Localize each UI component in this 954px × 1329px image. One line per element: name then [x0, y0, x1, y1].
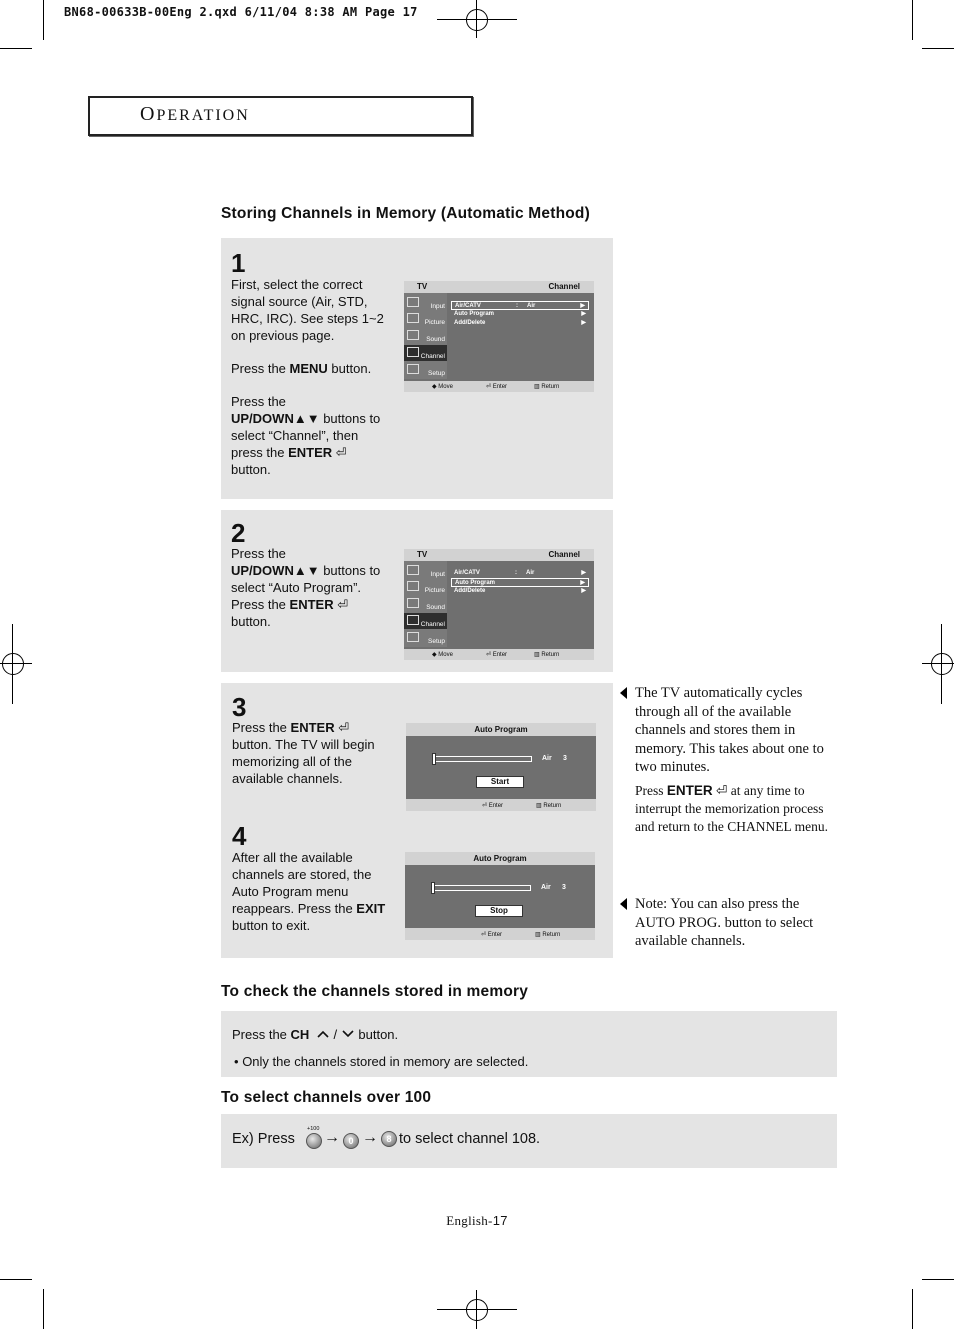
select-heading: To select channels over 100: [221, 1089, 432, 1106]
note-auto-cycle: The TV automatically cycles through all of the available channels and stores them in memory. This takes about one to two minutes. Press ENTER ⏎ at any time to interrupt the memorization process and return to the CHANNEL menu.: [635, 685, 828, 834]
crop-mark: [922, 1279, 954, 1280]
crop-mark: [43, 1289, 44, 1329]
step-1-text: First, select the correct signal source (Air, STD, HRC, IRC). See steps 1~2 on previous page. Press the MENU button. Press the UP/DOWN▲▼ buttons to select “Channel”, then press the ENTER ⏎ button.: [231, 277, 384, 477]
enter-icon: ⏎: [334, 720, 350, 735]
channel-icon: [407, 347, 419, 357]
file-slug: BN68-00633B-00Eng 2.qxd 6/11/04 8:38 AM Page 17: [64, 5, 418, 19]
step-4-number: 4: [232, 821, 247, 851]
picture-icon: [407, 313, 419, 323]
main-heading: Storing Channels in Memory (Automatic Method): [221, 205, 590, 222]
osd-channel-menu: TV Channel Input Picture Sound Channel Setup Air/CATV : Air ▶ Auto Program ▶ Add/Delete ▶ ◆ Move ⏎ Enter ▥ Return: [404, 281, 594, 392]
registration-mark: [931, 653, 953, 675]
check-line-1: Press the CH / button.: [232, 1027, 399, 1042]
crop-mark: [912, 1289, 913, 1329]
up-down-icon: ▲▼: [293, 411, 320, 426]
progress-bar: [434, 756, 532, 762]
start-button[interactable]: Start: [476, 776, 524, 788]
up-down-icon: ▲▼: [293, 563, 320, 578]
registration-mark: [2, 653, 24, 675]
step-4-text: After all the available channels are stored, the Auto Program menu reappears. Press the EXIT button to exit.: [232, 850, 386, 933]
osd-channel-menu-auto: TV Channel Input Picture Sound Channel Setup Air/CATV : Air ▶ Auto Program ▶ Add/Delete ▶ ◆ Move ⏎ Enter ▥ Return: [404, 549, 594, 660]
channel-icon: [407, 615, 419, 625]
registration-mark: [466, 1299, 488, 1321]
page-footer: English-17: [446, 1213, 508, 1228]
enter-icon: ⏎: [332, 445, 347, 460]
select-ex-label: Ex) Press: [232, 1131, 295, 1147]
sound-icon: [407, 330, 419, 340]
enter-icon: ⏎: [333, 597, 349, 612]
section-title: OPERATION: [140, 103, 250, 125]
progress-knob: [432, 753, 436, 765]
enter-icon: ⏎: [712, 782, 731, 798]
arrow-1: →: [324, 1129, 340, 1146]
auto-program-screen-start: Auto Program Air 3 Start ⏎ Enter ▥ Return: [406, 723, 596, 811]
chevron-up-icon: [316, 1029, 330, 1039]
sound-icon: [407, 598, 419, 608]
check-line-2: • Only the channels stored in memory are selected.: [234, 1054, 529, 1069]
registration-mark: [466, 9, 488, 31]
setup-icon: [407, 364, 419, 374]
crop-mark: [0, 48, 32, 49]
step-2-text: Press the UP/DOWN▲▼ buttons to select “Auto Program”. Press the ENTER ⏎ button.: [231, 546, 381, 629]
plus100-button-icon: [306, 1133, 322, 1149]
progress-knob: [431, 882, 435, 894]
input-icon: [407, 297, 419, 307]
auto-program-screen-stop: Auto Program Air 3 Stop ⏎ Enter ▥ Return: [405, 852, 595, 940]
progress-bar: [433, 885, 531, 891]
crop-mark: [43, 0, 44, 40]
crop-mark: [912, 0, 913, 40]
step-3-text: Press the ENTER ⏎ button. The TV will begin memorizing all of the available channels.: [232, 720, 375, 786]
step-2-number: 2: [231, 518, 246, 548]
plus100-label: +100: [307, 1126, 320, 1132]
chevron-down-icon: [341, 1029, 355, 1039]
step-3-number: 3: [232, 692, 247, 722]
note-marker: [620, 898, 627, 910]
select-tail: to select channel 108.: [399, 1131, 541, 1147]
crop-mark: [922, 48, 954, 49]
check-heading: To check the channels stored in memory: [221, 983, 529, 1000]
stop-button[interactable]: Stop: [475, 905, 523, 917]
arrow-2: →: [362, 1129, 378, 1146]
note-marker: [620, 687, 627, 699]
input-icon: [407, 565, 419, 575]
zero-button-icon: 0: [343, 1133, 359, 1149]
picture-icon: [407, 581, 419, 591]
step-1-number: 1: [231, 248, 246, 278]
setup-icon: [407, 632, 419, 642]
note-auto-prog: Note: You can also press the AUTO PROG. button to select available channels.: [635, 896, 814, 949]
eight-button-icon: 8: [381, 1131, 397, 1147]
crop-mark: [0, 1279, 32, 1280]
